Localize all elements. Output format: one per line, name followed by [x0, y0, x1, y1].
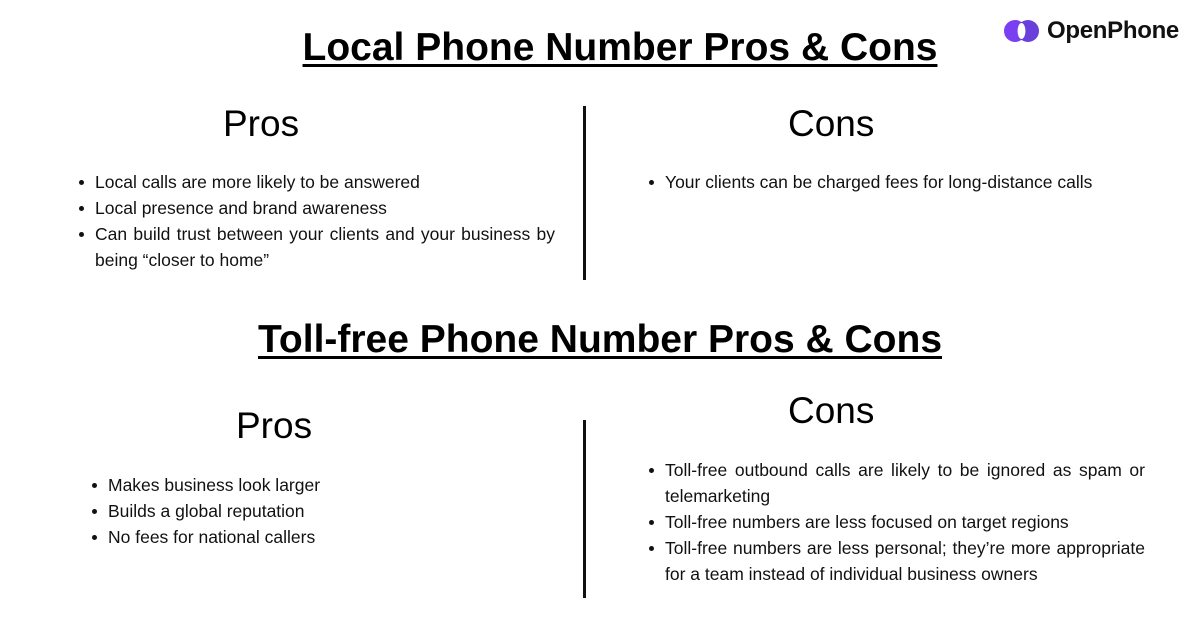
tollfree-section-title: Toll-free Phone Number Pros & Cons [257, 318, 943, 361]
tollfree-pros-heading: Pros [236, 405, 313, 446]
list-item: Your clients can be charged fees for long-distance calls [665, 169, 1145, 195]
local-pros-heading: Pros [223, 103, 300, 144]
list-item: Toll-free numbers are less focused on target regions [665, 509, 1145, 535]
list-item: No fees for national callers [108, 524, 548, 550]
list-item: Builds a global reputation [108, 498, 548, 524]
list-item: Toll-free numbers are less personal; they’re more appropriate for a team instead of individual business owners [665, 535, 1145, 587]
tollfree-pros-list [88, 472, 548, 550]
tollfree-cons-list [645, 457, 1145, 587]
tollfree-column-divider [583, 420, 586, 598]
local-cons-list [645, 169, 1145, 195]
list-item: Local calls are more likely to be answered [95, 169, 555, 195]
brand-name: OpenPhone [1047, 17, 1179, 44]
list-item: Makes business look larger [108, 472, 548, 498]
list-item: Can build trust between your clients and your business by being “closer to home” [95, 221, 555, 273]
local-section-title: Local Phone Number Pros & Cons [302, 26, 938, 69]
list-item: Toll-free outbound calls are likely to be ignored as spam or telemarketing [665, 457, 1145, 509]
local-column-divider [583, 106, 586, 280]
local-cons-heading: Cons [788, 103, 875, 144]
local-pros-list [75, 169, 555, 273]
tollfree-cons-heading: Cons [788, 390, 875, 431]
list-item: Local presence and brand awareness [95, 195, 555, 221]
